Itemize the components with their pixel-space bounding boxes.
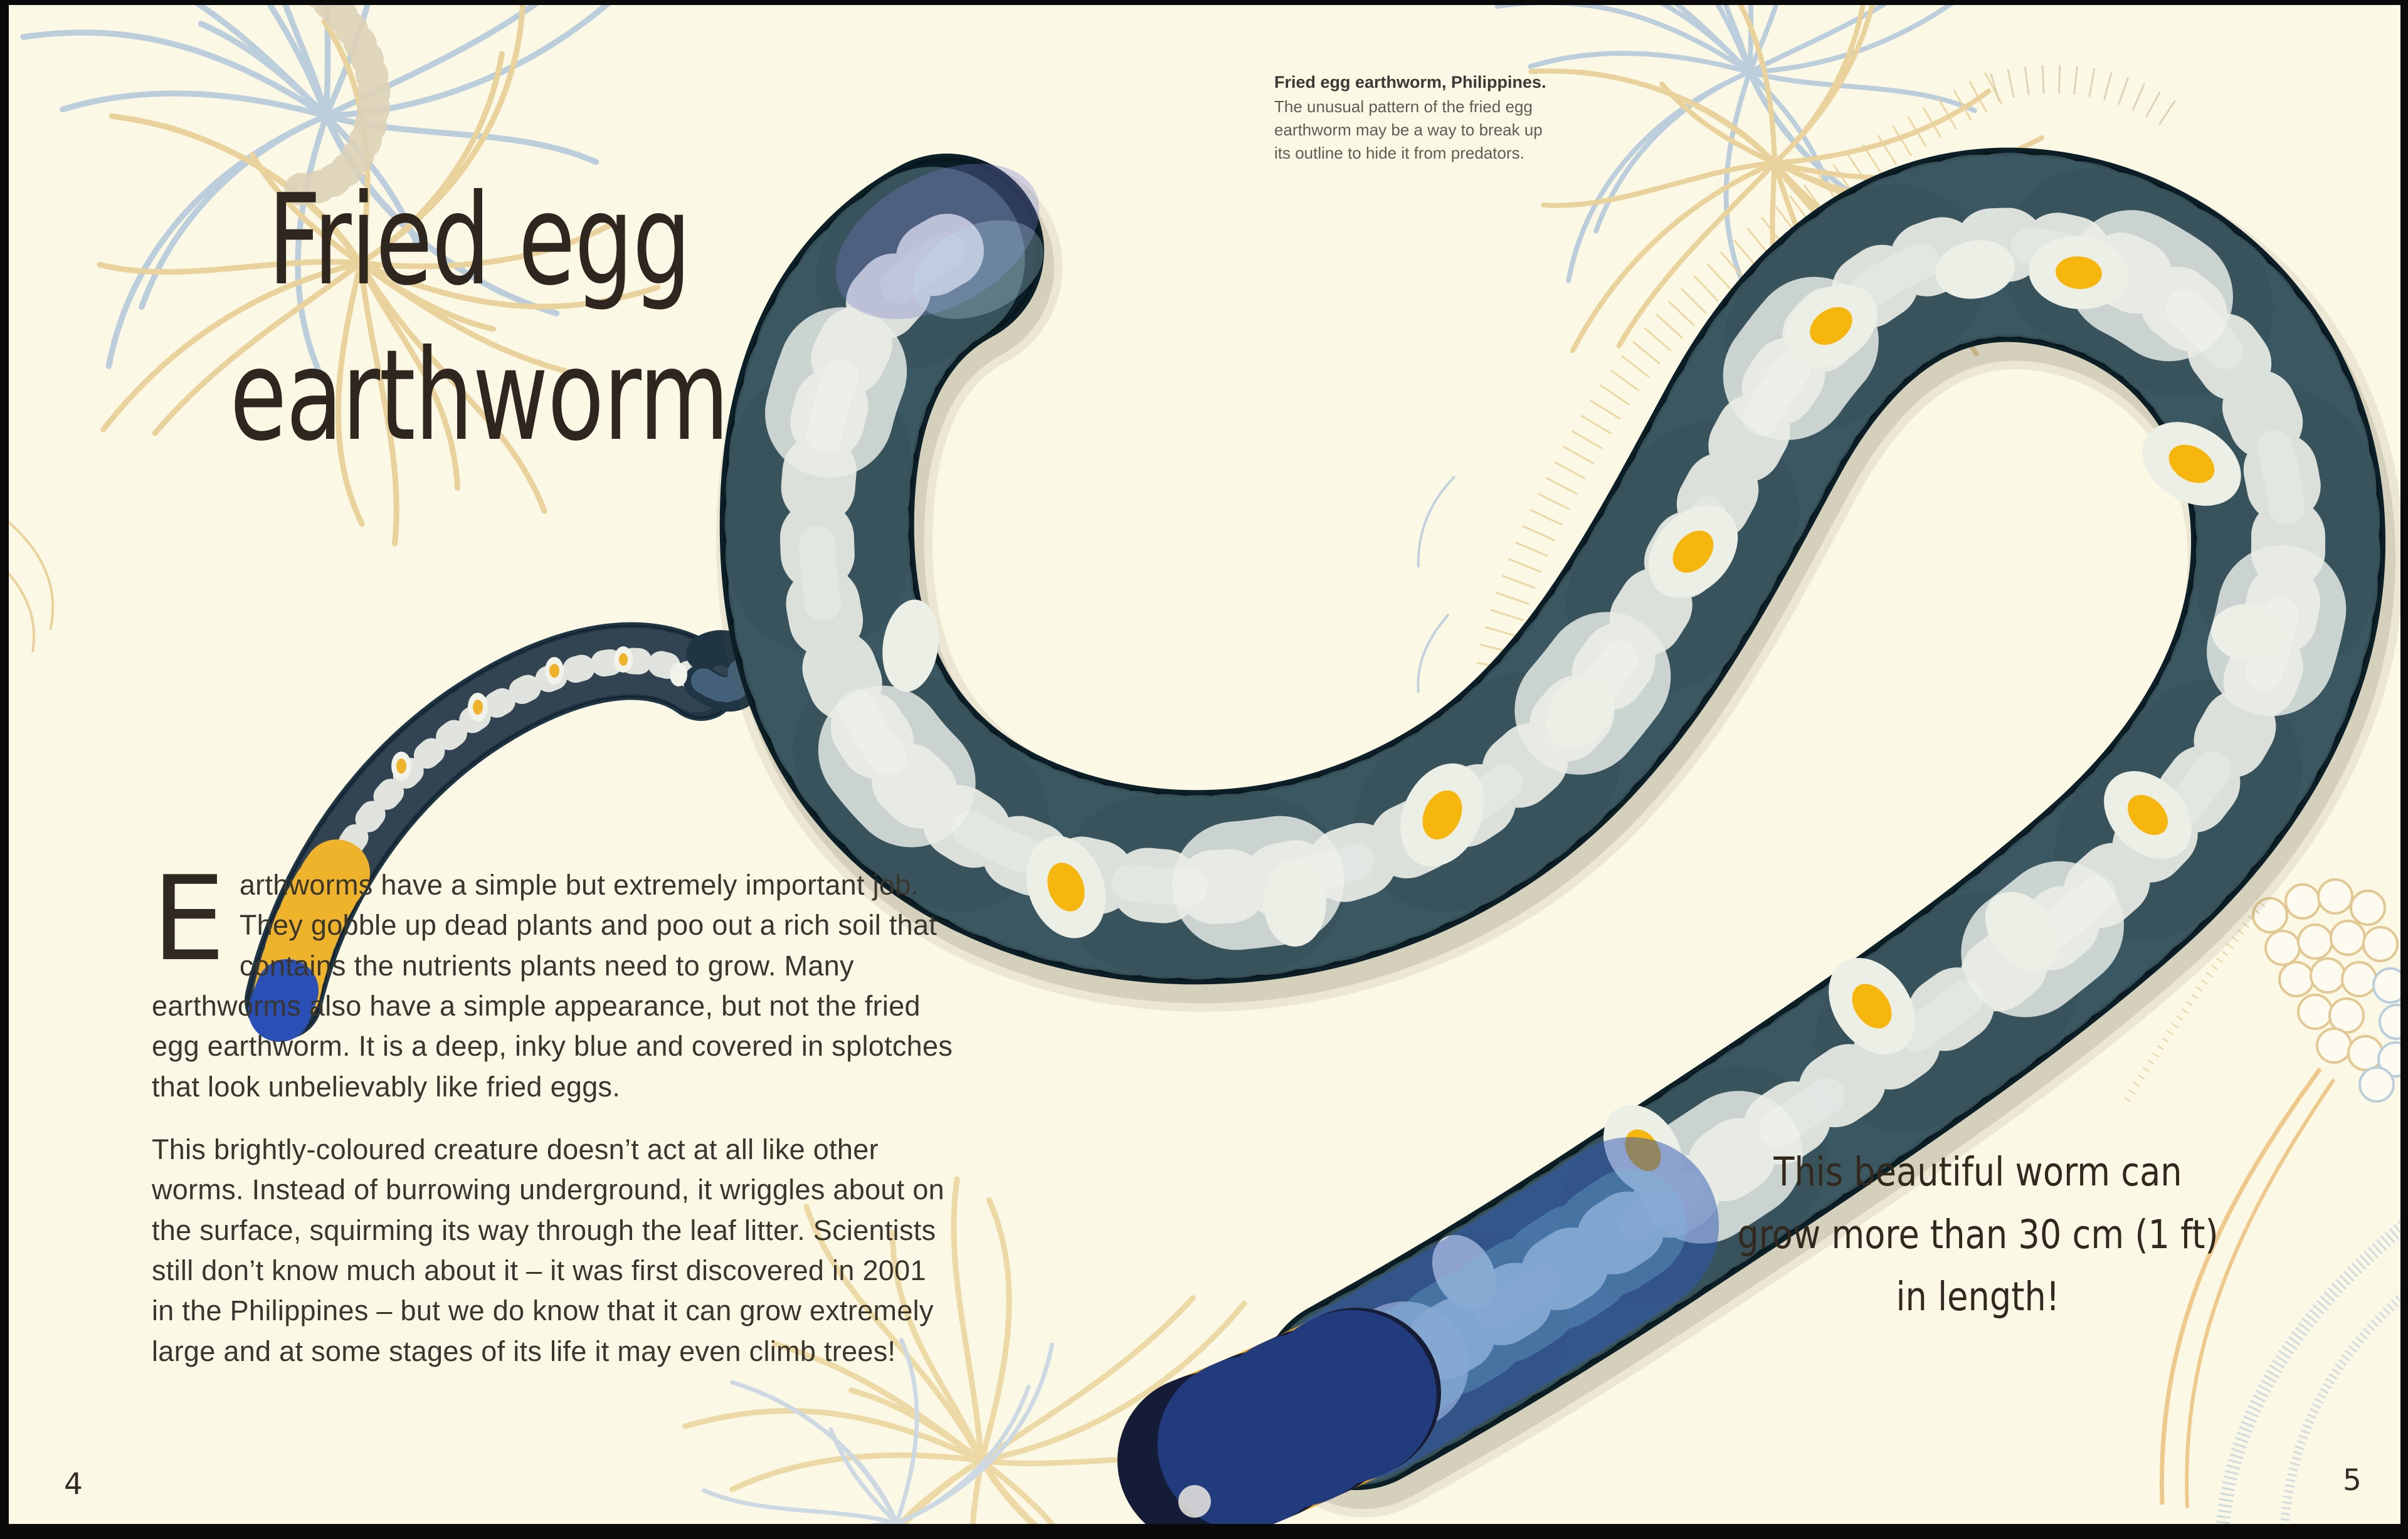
callout-line-1: This beautiful worm can [1773,1149,2182,1195]
title-line-1: Fried egg [267,167,691,313]
caption-heading: Fried egg earthworm, Philippines. [1274,73,1546,92]
book-spread [9,5,2400,1524]
caption-line: earthworm may be a way to break up [1274,120,1543,140]
title-line-2: earthworm [230,323,729,469]
page-number-right: 5 [2343,1463,2362,1498]
page-number-left: 4 [64,1467,83,1501]
photo-caption [1274,70,1575,165]
decoration-left-edge-curls [9,520,53,652]
paragraph-1 [152,851,953,1107]
paragraph-1-text: arthworms have a simple but extremely important job. They gobble up dead plants and poo out a rich soil that contains the nutrients plants need to grow. Many earthworms also have a simple appearance, but not the fried egg earthworm. It is a deep, inky blue and covered in splotches that look unbelievably like fried eggs. [152,869,953,1103]
callout-line-2: grow more than 30 cm (1 ft) [1737,1211,2219,1258]
body-text [152,851,953,1394]
drop-cap: E [152,851,226,987]
paragraph-2-text: This brightly-coloured creature doesn’t act at all like other worms. Instead of burrowing underground, it wriggles about on the surface, squirming its way through the leaf litter. Scientists still don’t know much about it – it was first discovered in 2001 in the Philippines – but we do know that it can grow extremely large and at some stages of its life it may even climb trees! [152,1133,944,1367]
paragraph-2 [152,1130,953,1372]
fact-callout [1714,1141,2242,1328]
caption-line: its outline to hide it from predators. [1274,144,1524,163]
callout-line-3: in length! [1896,1274,2060,1320]
page-title [224,163,734,474]
caption-line: The unusual pattern of the fried egg [1274,97,1533,117]
